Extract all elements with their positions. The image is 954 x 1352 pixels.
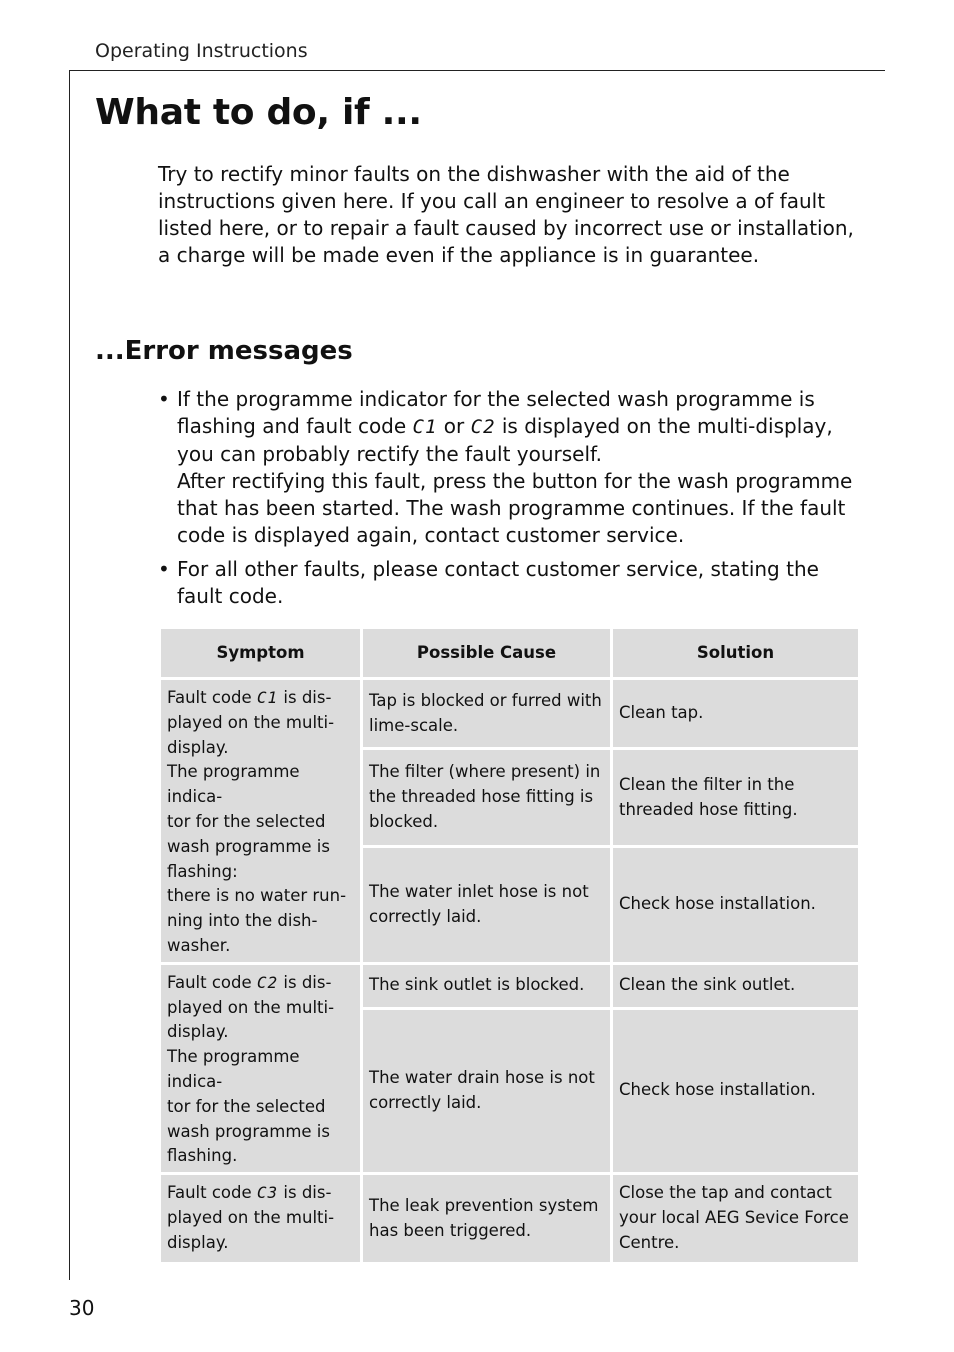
- symptom-text: played on the multi-: [167, 997, 335, 1017]
- symptom-text: The programme indica-: [167, 762, 300, 807]
- fault-code-c1: C1: [256, 688, 279, 707]
- symptom-text: played on the multi-: [167, 1207, 335, 1227]
- table-row: [160, 1174, 860, 1264]
- symptom-text: tor for the selected: [167, 811, 326, 831]
- solution-cell: Clean the sink outlet.: [612, 963, 860, 1008]
- header-divider: [69, 70, 885, 71]
- intro-paragraph: Try to rectify minor faults on the dishwasher with the aid of the instructions given here. If you call an engineer to resolve a of fault listed here, or to repair a fault caused by incorrect use or installation, a charge will be made even if the appliance is in guarantee.: [158, 162, 854, 267]
- cause-cell: The leak prevention system has been triggered.: [362, 1174, 612, 1264]
- symptom-text: washer.: [167, 935, 231, 955]
- page-number: 30: [69, 1296, 95, 1320]
- bullet-item: [158, 556, 862, 610]
- fault-code-c2: C2: [470, 416, 496, 438]
- bullet-dot: •: [158, 557, 170, 581]
- bullet-text: is displayed on the multi-display, you can probably rectify the fault yourself.: [177, 414, 833, 466]
- symptom-text: flashing:: [167, 861, 238, 881]
- bullet-dot: •: [158, 387, 170, 411]
- symptom-text: tor for the selected: [167, 1096, 326, 1116]
- page-title: What to do, if ...: [95, 92, 422, 133]
- bullet-text: For all other faults, please contact customer service, stating the fault code.: [177, 557, 819, 608]
- table-row: [160, 963, 860, 1008]
- symptom-text: Fault code: [167, 1183, 257, 1203]
- symptom-text: display.: [167, 1232, 229, 1252]
- symptom-text: there is no water run-: [167, 886, 347, 906]
- symptom-text: is dis-: [278, 972, 332, 992]
- solution-cell: Clean tap.: [612, 679, 860, 749]
- symptom-text: Fault code: [167, 688, 257, 707]
- symptom-text: is dis-: [278, 1183, 332, 1203]
- bullet-text: or: [437, 414, 471, 438]
- column-header-cause: Possible Cause: [362, 628, 612, 679]
- solution-cell: Close the tap and contact your local AEG Sevice Force Centre.: [612, 1174, 860, 1264]
- symptom-text: wash programme is: [167, 1121, 330, 1141]
- fault-code-c3: C3: [256, 1183, 279, 1203]
- solution-cell: Clean the filter in the threaded hose fitting.: [612, 749, 860, 846]
- bullet-text: After rectifying this fault, press the button for the wash programme that has been started. The wash programme continues. If the fault code is displayed again, contact customer service.: [177, 469, 853, 547]
- symptom-cell: [160, 1174, 362, 1264]
- symptom-text: wash programme is: [167, 836, 330, 856]
- cause-cell: The filter (where present) in the threaded hose fitting is blocked.: [362, 749, 612, 846]
- symptom-text: ning into the dish-: [167, 911, 318, 931]
- symptom-text: The programme indica-: [167, 1047, 300, 1091]
- symptom-text: display.: [167, 1022, 229, 1042]
- section-heading: ...Error messages: [95, 336, 353, 366]
- cause-cell: The water inlet hose is not correctly laid.: [362, 846, 612, 963]
- symptom-text: display.: [167, 737, 229, 757]
- fault-code-c2: C2: [256, 972, 279, 992]
- cause-cell: The sink outlet is blocked.: [362, 963, 612, 1008]
- symptom-text: flashing.: [167, 1146, 238, 1166]
- bullet-item: [158, 386, 862, 549]
- cause-cell: The water drain hose is not correctly laid.: [362, 1008, 612, 1174]
- bullet-list: [158, 386, 862, 617]
- running-header: Operating Instructions: [95, 40, 308, 62]
- symptom-text: played on the multi-: [167, 712, 335, 732]
- fault-table: [158, 626, 861, 1265]
- column-header-symptom: Symptom: [160, 628, 362, 679]
- table-row: [160, 679, 860, 749]
- symptom-cell: [160, 963, 362, 1173]
- symptom-text: Fault code: [167, 972, 257, 992]
- cause-cell: Tap is blocked or furred with lime-scale.: [362, 679, 612, 749]
- solution-cell: Check hose installation.: [612, 846, 860, 963]
- table-header-row: [160, 628, 860, 679]
- column-header-solution: Solution: [612, 628, 860, 679]
- margin-rule: [69, 70, 70, 1280]
- solution-cell: Check hose installation.: [612, 1008, 860, 1174]
- symptom-text: is dis-: [278, 688, 332, 707]
- fault-code-c1: C1: [412, 416, 438, 438]
- symptom-cell: [160, 679, 362, 964]
- bullet-text: If the programme indicator for the selected wash programme is flashing and fault code: [177, 387, 815, 438]
